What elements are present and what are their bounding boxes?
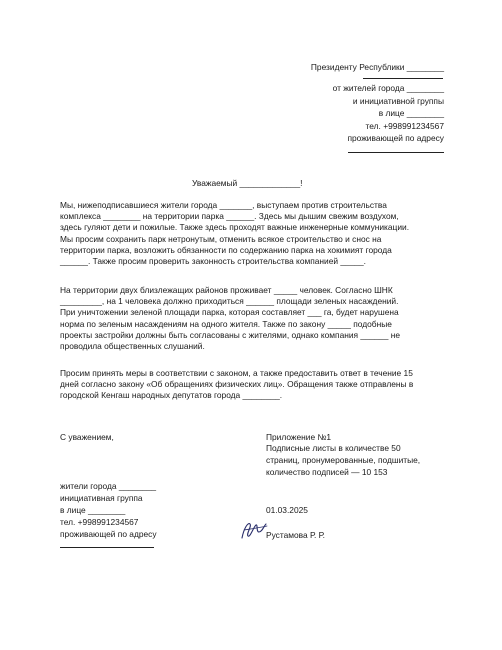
header-address-line	[348, 152, 444, 153]
paragraph-line: _________, на 1 человека должно приходиться ______ площади зеленых насаждений.	[60, 296, 399, 307]
appendix-line: количество подписей — 10 153	[266, 467, 388, 477]
paragraph-line: проводила общественных слушаний.	[60, 341, 205, 352]
footer-city: жители города ________	[60, 481, 157, 491]
paragraph-line: территории парка, возложить обязанности по содержанию парка на хокимият города	[60, 244, 392, 255]
footer-phone: тел. +998991234567	[60, 517, 139, 527]
paragraph-line: городской Кенгаш народных депутатов города ________.	[60, 390, 283, 401]
header-address-label: проживающей по адресу	[347, 133, 444, 143]
closing: С уважением,	[60, 432, 114, 442]
signer-name: Рустамова Р. Р.	[266, 530, 326, 540]
paragraph-2	[60, 285, 452, 352]
paragraph-line: норма по зеленым насаждениям на одного жителя. Также по закону _____ подобные	[60, 318, 392, 329]
paragraph-1	[60, 200, 452, 267]
paragraph-line: Мы просим сохранить парк нетронутым, отменить всякое строительство и снос на	[60, 233, 382, 244]
paragraph-3	[60, 368, 452, 402]
signature-icon	[236, 516, 270, 544]
footer-initiative-group: инициативная группа	[60, 493, 143, 503]
document-date: 01.03.2025	[266, 505, 308, 515]
paragraph-line: Просим принять меры в соответствии с законом, а также предоставить ответ в течение 15	[60, 368, 413, 378]
header-phone: тел. +998991234567	[365, 121, 444, 131]
appendix-line: страниц, пронумерованные, подшитые,	[266, 455, 421, 465]
paragraph-line: здесь гуляют дети и пожилые. Также здесь проходят важные инженерные коммуникации.	[60, 222, 410, 233]
header-initiative-group: и инициативной группы	[352, 96, 444, 106]
header-represented-by: в лице ________	[378, 108, 444, 118]
paragraph-line: дней согласно закону «Об обращениях физических лиц». Обращения также отправлены в	[60, 379, 414, 390]
footer-represented-by: в лице ________	[60, 505, 126, 515]
header-from-city: от жителей города ________	[332, 83, 444, 93]
header-addressee: Президенту Республики ________	[310, 62, 444, 72]
paragraph-line: При уничтожении зеленой площади парка, которая составляет ___ га, будет нарушена	[60, 307, 399, 318]
paragraph-line: комплекса ________ на территории парка ______. Здесь мы дышим свежим воздухом,	[60, 211, 399, 222]
appendix-line: Подписные листы в количестве 50	[266, 443, 401, 453]
paragraph-line: Мы, нижеподписавшиеся жители города _______, выступаем против строительства	[60, 200, 387, 210]
paragraph-line: На территории двух близлежащих районов проживает _____ человек. Согласно ШНК	[60, 285, 393, 295]
paragraph-line: ______. Также просим проверить законность строительства компанией _____.	[60, 256, 367, 267]
header-blank-line	[363, 78, 443, 79]
appendix-title: Приложение №1	[266, 432, 332, 442]
footer-address-label: проживающей по адресу	[60, 529, 157, 539]
salutation: Уважаемый _____________!	[192, 178, 303, 188]
footer-address-line	[60, 547, 154, 548]
paragraph-line: проекты застройки должны быть согласованы с жителями, однако компания ______ не	[60, 329, 400, 340]
